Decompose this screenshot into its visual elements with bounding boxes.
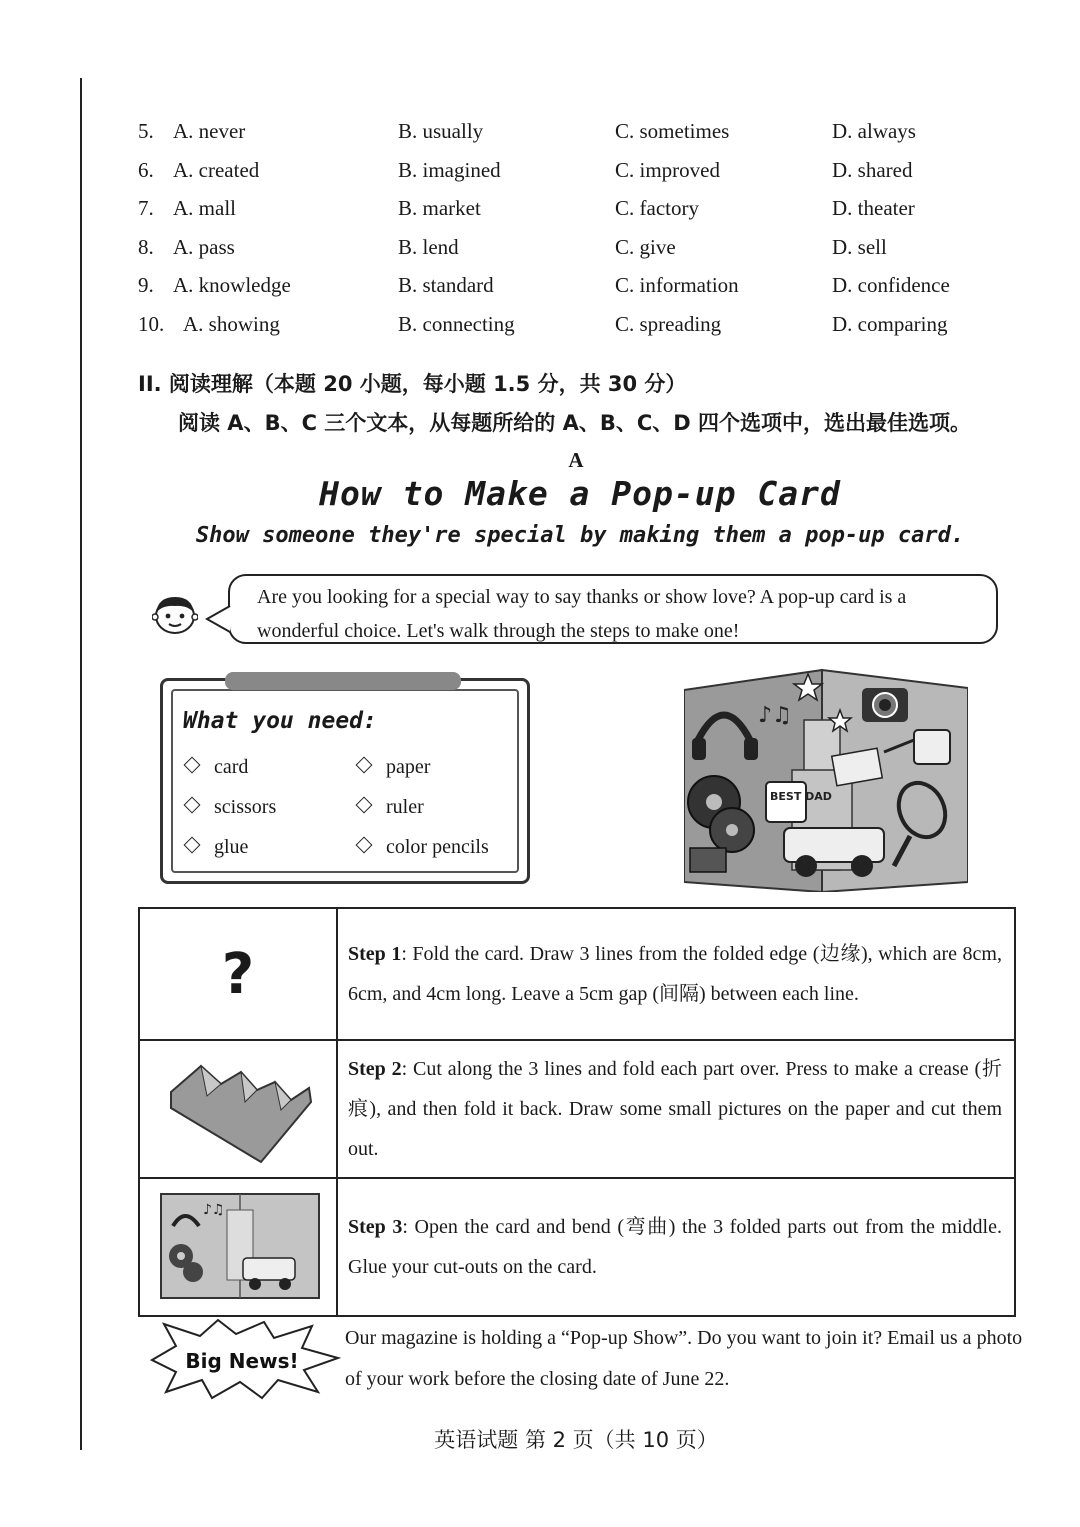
boy-face-icon (152, 593, 198, 635)
option-b: B. market (398, 196, 481, 220)
option-d: D. confidence (832, 273, 950, 297)
step-3-text (337, 1178, 1015, 1316)
diamond-bullet-icon (184, 757, 201, 774)
option-b: B. connecting (398, 312, 515, 336)
page-footer: 英语试题 第 2 页（共 10 页） (434, 1428, 718, 1452)
step-3-picture-cell (139, 1178, 337, 1316)
step-2-text (337, 1040, 1015, 1178)
step-2-picture-cell (139, 1040, 337, 1178)
option-d: D. shared (832, 158, 913, 182)
popup-card-illustration (684, 660, 968, 892)
steps-table (138, 907, 1016, 1317)
step-description: : Cut along the 3 lines and fold each part over. Press to make a crease (折痕), and then fold it back. Draw some small pictures on the paper and cut them out. (348, 1058, 1002, 1160)
step-row (139, 908, 1015, 1040)
option-c: C. sometimes (615, 119, 730, 143)
step-label: Step 1 (348, 943, 402, 965)
passage-title: How to Make a Pop-up Card (319, 474, 841, 513)
option-a: A. never (173, 119, 246, 143)
option-a: A. mall (173, 196, 236, 220)
materials-box-tab (225, 672, 461, 690)
materials-title: What you need: (183, 708, 377, 734)
question-number: 7. (138, 196, 154, 220)
passage-subtitle: Show someone they're special by making them a pop-up card. (195, 523, 965, 548)
option-a: A. pass (173, 235, 235, 259)
option-c: C. give (615, 235, 676, 259)
option-a: A. showing (183, 312, 280, 336)
opened-card-icon (141, 1180, 335, 1309)
step-label: Step 2 (348, 1058, 402, 1080)
step-label: Step 3 (348, 1216, 403, 1238)
folded-card-icon (141, 1042, 335, 1171)
question-number: 9. (138, 273, 154, 297)
material-item: ruler (358, 796, 424, 819)
option-d: D. comparing (832, 312, 948, 336)
binding-margin-line (80, 78, 82, 1450)
question-number: 6. (138, 158, 154, 182)
material-item: paper (358, 756, 430, 779)
option-a: A. knowledge (173, 273, 291, 297)
option-c: C. factory (615, 196, 699, 220)
question-number: 10. (138, 312, 165, 336)
speech-bubble-tail (204, 604, 234, 634)
passage-label: A (568, 448, 584, 472)
step-1-text (337, 908, 1015, 1040)
big-news-burst-badge (142, 1318, 342, 1400)
option-b: B. usually (398, 119, 484, 143)
section-instruction: 阅读 A、B、C 三个文本，从每题所给的 A、B、C、D 四个选项中，选出最佳选项。 (178, 411, 972, 435)
section-title: II. 阅读理解（本题 20 小题，每小题 1.5 分，共 30 分） (138, 372, 687, 396)
svg-text:♪♫: ♪♫ (758, 703, 792, 728)
option-d: D. sell (832, 235, 887, 259)
option-c: C. spreading (615, 312, 722, 336)
option-d: D. theater (832, 196, 915, 220)
material-item: glue (186, 836, 248, 859)
option-c: C. improved (615, 158, 720, 182)
step-row (139, 1178, 1015, 1316)
option-a: A. created (173, 158, 260, 182)
option-b: B. lend (398, 235, 459, 259)
material-item: scissors (186, 796, 276, 819)
svg-text:♪♫: ♪♫ (203, 1202, 225, 1218)
question-number: 8. (138, 235, 154, 259)
bubble-text: Are you looking for a special way to say thanks or show love? A pop-up card is a wonderful choice. Let's walk through the steps to make one! (257, 586, 907, 642)
question-number: 5. (138, 119, 154, 143)
news-text: Our magazine is holding a “Pop-up Show”. Do you want to join it? Email us a photo of your work before the closing date of June 22. (345, 1327, 1023, 1390)
diamond-bullet-icon (184, 837, 201, 854)
option-d: D. always (832, 119, 916, 143)
option-c: C. information (615, 273, 739, 297)
best-dad-mug-label: BEST DAD (770, 790, 832, 803)
option-b: B. imagined (398, 158, 501, 182)
question-mark-icon: ? (221, 941, 255, 1007)
big-news-label: Big News! (185, 1349, 299, 1373)
option-b: B. standard (398, 273, 494, 297)
step-description: : Open the card and bend (弯曲) the 3 folded parts out from the middle. Glue your cut-outs on the card. (348, 1216, 1002, 1278)
diamond-bullet-icon (184, 797, 201, 814)
material-item: color pencils (358, 836, 489, 859)
diamond-bullet-icon (356, 757, 373, 774)
diamond-bullet-icon (356, 837, 373, 854)
step-1-picture-cell (139, 908, 337, 1040)
diamond-bullet-icon (356, 797, 373, 814)
step-description: : Fold the card. Draw 3 lines from the folded edge (边缘), which are 8cm, 6cm, and 4cm long. Leave a 5cm gap (间隔) between each line. (348, 943, 1002, 1005)
material-item: card (186, 756, 248, 779)
step-row (139, 1040, 1015, 1178)
